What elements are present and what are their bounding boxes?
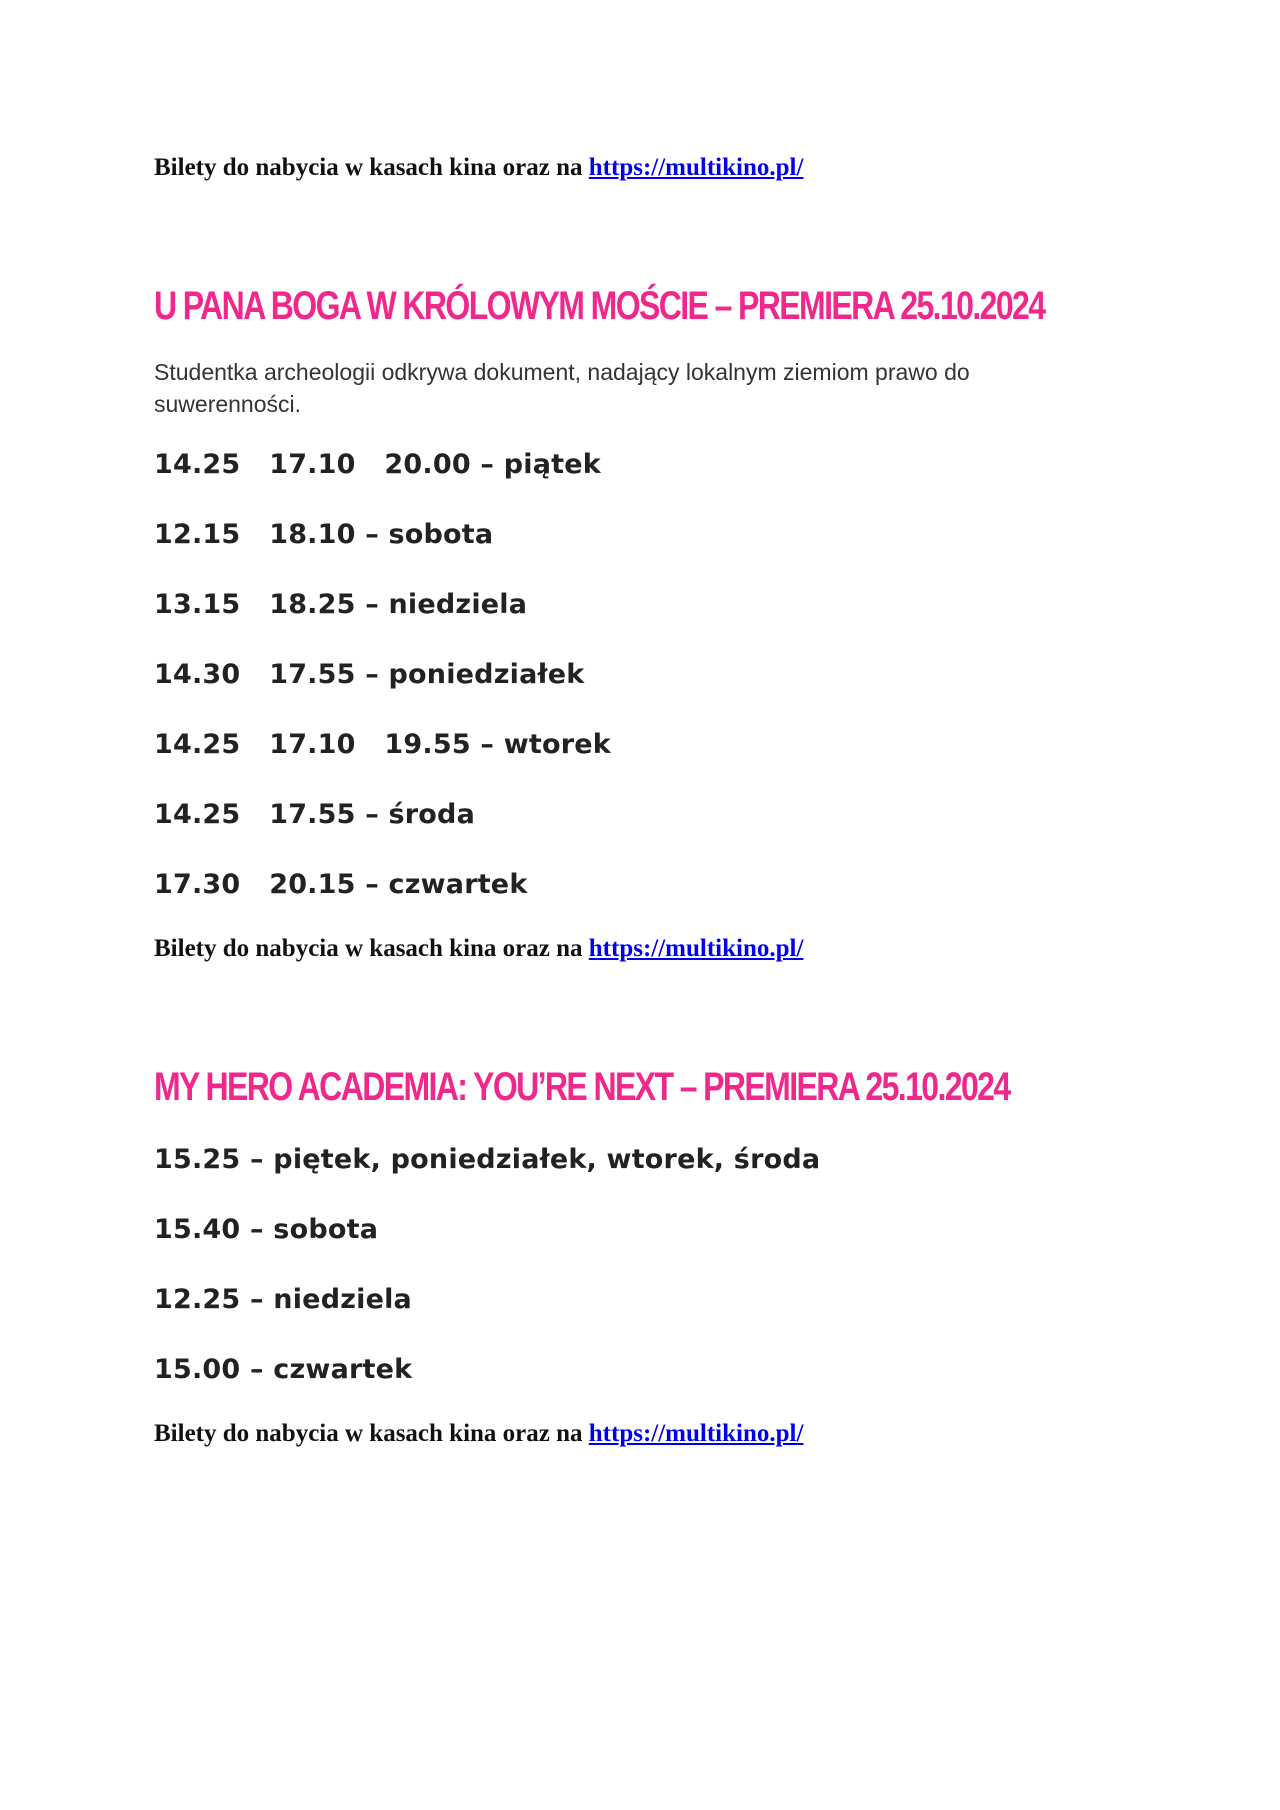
showtime-row: 14.25 17.10 19.55 – wtorek [154,729,611,760]
film-description: Studentka archeologii odkrywa dokument, nadający lokalnym ziemiom prawo do suwerenności. [154,359,970,417]
film-title: U PANA BOGA W KRÓLOWYM MOŚCIE – PREMIERA 25.10.2024 [154,284,1045,328]
showtime-row: 15.40 – sobota [154,1214,379,1245]
showtime-row: 15.25 – piętek, poniedziałek, wtorek, środa [154,1144,821,1175]
showtime-row: 13.15 18.25 – niedziela [154,589,528,620]
tickets-info [154,1419,803,1449]
film-title: MY HERO ACADEMIA: YOU’RE NEXT – PREMIERA 25.10.2024 [154,1065,1010,1109]
multikino-link[interactable]: https://multikino.pl/ [588,1420,804,1447]
multikino-link[interactable]: https://multikino.pl/ [588,935,804,962]
showtime-row: 14.30 17.55 – poniedziałek [154,659,585,690]
tickets-info [154,153,803,183]
tickets-text: Bilety do nabycia w kasach kina oraz na [154,1420,589,1447]
tickets-text: Bilety do nabycia w kasach kina oraz na [154,935,589,962]
tickets-text: Bilety do nabycia w kasach kina oraz na [154,154,589,181]
tickets-info [154,934,803,964]
showtime-row: 12.15 18.10 – sobota [154,519,494,550]
showtime-row: 14.25 17.10 20.00 – piątek [154,449,601,480]
showtime-row: 14.25 17.55 – środa [154,799,475,830]
multikino-link[interactable]: https://multikino.pl/ [588,154,804,181]
showtime-row: 12.25 – niedziela [154,1284,412,1315]
showtime-row: 17.30 20.15 – czwartek [154,869,528,900]
showtime-row: 15.00 – czwartek [154,1354,413,1385]
